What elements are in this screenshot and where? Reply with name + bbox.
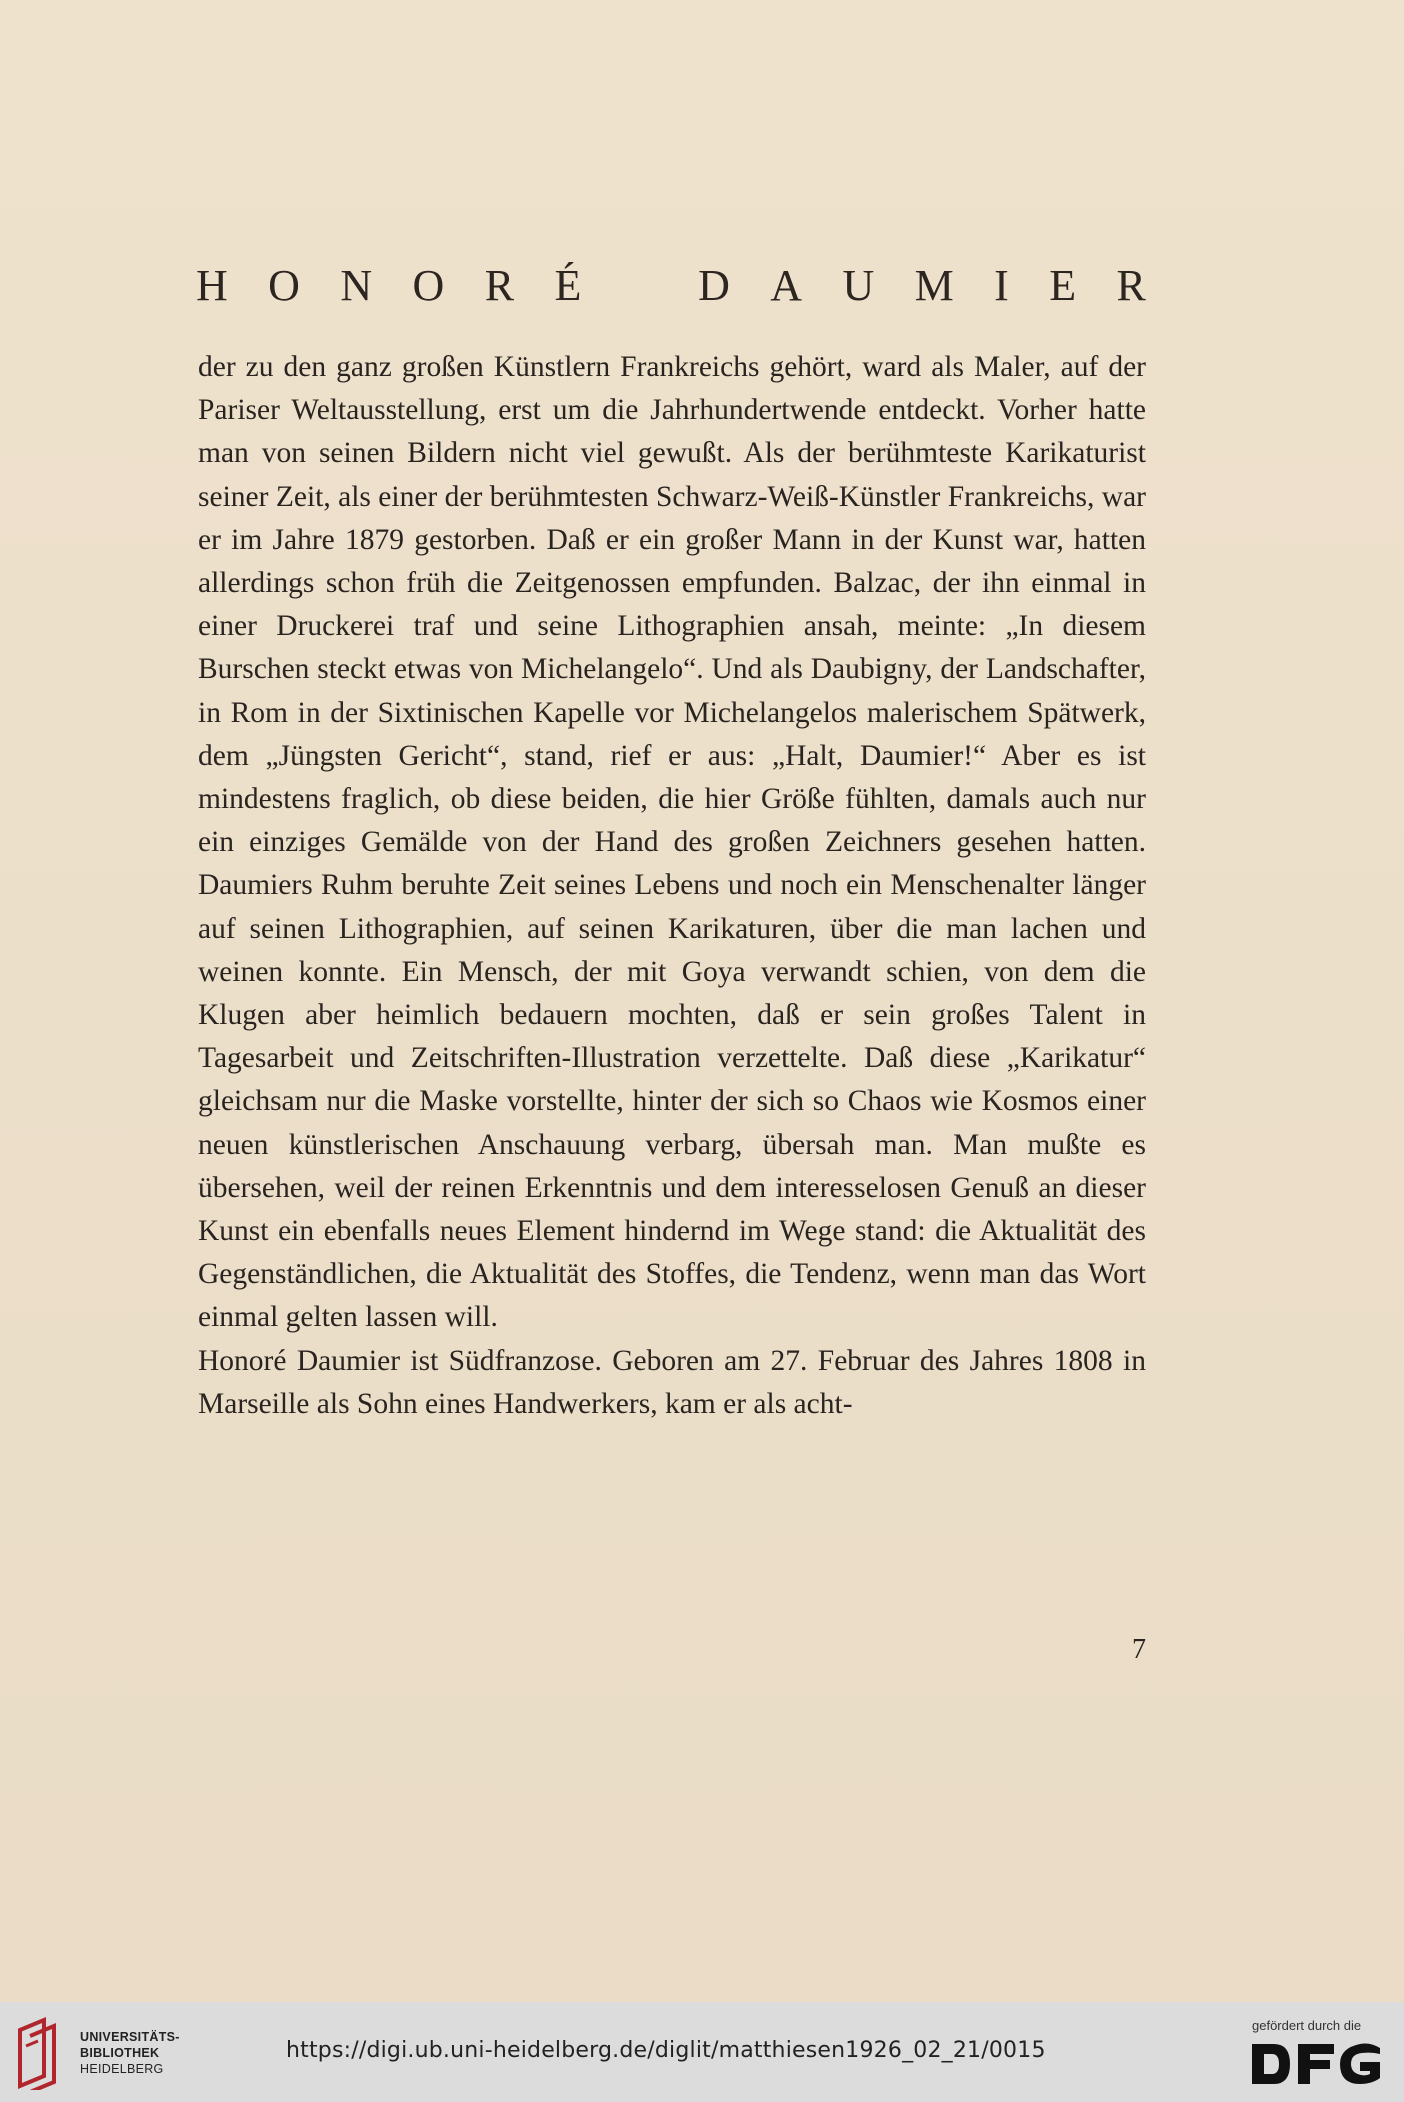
permalink-url[interactable]: https://digi.ub.uni-heidelberg.de/diglit/matthiesen1926_02_21/0015 bbox=[286, 2038, 1046, 2063]
page-title bbox=[196, 258, 1146, 312]
title-letter: O bbox=[268, 260, 300, 310]
title-letter: M bbox=[914, 260, 954, 310]
article-body bbox=[198, 346, 1146, 1426]
dfg-logo-icon bbox=[1252, 2038, 1386, 2090]
title-letter: É bbox=[554, 260, 582, 310]
viewer-footer bbox=[0, 2002, 1404, 2102]
title-letter: E bbox=[1049, 260, 1077, 310]
university-library-logo-icon bbox=[14, 2016, 66, 2090]
library-line: HEIDELBERG bbox=[80, 2062, 164, 2076]
paragraph: der zu den ganz großen Künstlern Frankreichs gehört, ward als Maler, auf der Pariser Weltausstellung, erst um die Jahrhundertwende entdeckt. Vorher hatte man von seinen Bildern nicht viel gewußt. Als der berühmteste Karikaturist seiner Zeit, als einer der berühmtesten Schwarz-Weiß-Künstler Frankreichs, war er im Jahre 1879 gestorben. Daß er ein großer Mann in der Kunst war, hatten allerdings schon früh die Zeitgenossen empfunden. Balzac, der ihn einmal in einer Druckerei traf und seine Lithographien ansah, meinte: „In diesem Burschen steckt etwas von Michelangelo“. Und als Daubigny, der Landschafter, in Rom in der Sixtinischen Kapelle vor Michelangelos malerischem Spätwerk, dem „Jüngsten Gericht“, stand, rief er aus: „Halt, Daumier!“ Aber es ist mindestens fraglich, ob diese beiden, die hier Größe fühlten, damals auch nur ein einziges Gemälde von der Hand des großen Zeichners gesehen hatten. Daumiers Ruhm beruhte Zeit seines Lebens und noch ein Menschenalter länger auf seinen Lithographien, auf seinen Karikaturen, über die man lachen und weinen konnte. Ein Mensch, der mit Goya verwandt schien, von dem die Klugen aber heimlich bedauern mochten, daß er sein großes Talent in Tagesarbeit und Zeitschriften-Illustration verzettelte. Daß diese „Karikatur“ gleichsam nur die Maske vorstellte, hinter der sich so Chaos wie Kosmos einer neuen künstlerischen Anschauung verbarg, übersah man. Man mußte es übersehen, weil der reinen Erkenntnis und dem interesselosen Genuß an dieser Kunst ein ebenfalls neues Element hindernd im Wege stand: die Aktualität des Gegenständlichen, die Aktualität des Stoffes, die Tendenz, wenn man das Wort einmal gelten lassen will. bbox=[198, 351, 1146, 1334]
title-letter: N bbox=[340, 260, 373, 310]
title-letter: D bbox=[698, 260, 730, 310]
title-letter: A bbox=[770, 260, 803, 310]
paragraph: Honoré Daumier ist Südfranzose. Geboren am 27. Februar des Jahres 1808 in Marseille als Sohn eines Handwerkers, kam er als acht- bbox=[198, 1344, 1146, 1420]
title-letter: I bbox=[994, 260, 1009, 310]
funding-caption: gefördert durch die bbox=[1252, 2018, 1362, 2033]
library-line: UNIVERSITÄTS- bbox=[80, 2030, 180, 2044]
page-number: 7 bbox=[1132, 1634, 1146, 1665]
title-letter: O bbox=[412, 260, 445, 310]
library-name bbox=[80, 2029, 180, 2077]
title-letter: U bbox=[842, 260, 875, 310]
title-letter: H bbox=[196, 260, 228, 310]
title-letter: R bbox=[484, 260, 515, 310]
title-letter: R bbox=[1116, 260, 1146, 310]
library-line: BIBLIOTHEK bbox=[80, 2046, 160, 2060]
